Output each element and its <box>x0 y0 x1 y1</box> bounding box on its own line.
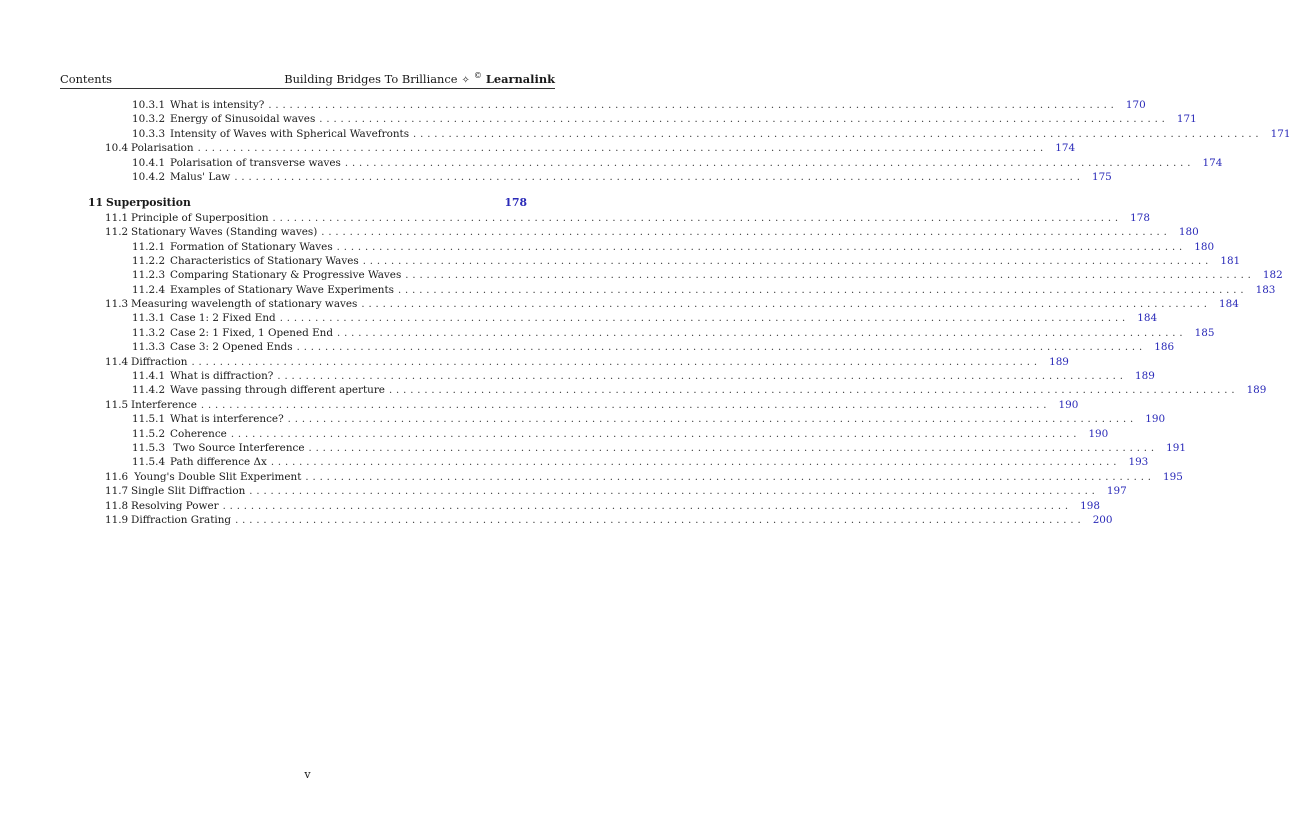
toc-entry-row[interactable] <box>0 355 1069 369</box>
toc-entry-title: Path difference Δx <box>170 456 267 469</box>
toc-entry-number: 11.3.1 <box>132 312 166 325</box>
table-of-contents <box>0 98 1291 527</box>
dot-leader: ........................................................................................................................ <box>222 500 1073 512</box>
dot-leader: ........................................................................................................................ <box>277 371 1127 383</box>
toc-entry-row[interactable] <box>0 283 1276 297</box>
toc-page-link[interactable]: 200 <box>1092 513 1113 526</box>
toc-page-link[interactable]: 191 <box>1166 441 1186 454</box>
dot-leader: ........................................................................................................................ <box>197 143 1048 155</box>
toc-entry-row[interactable] <box>0 340 1175 354</box>
dot-leader: ........................................................................................................................ <box>344 157 1195 169</box>
toc-entry-row[interactable] <box>0 369 1155 383</box>
toc-entry-title: Measuring wavelength of stationary waves <box>131 298 358 311</box>
dot-leader: ........................................................................................................................ <box>249 486 1099 498</box>
toc-page-link[interactable]: 189 <box>1246 384 1267 397</box>
toc-entry-number: 11.2.2 <box>132 254 166 267</box>
toc-page-link[interactable]: 184 <box>1218 298 1239 311</box>
toc-entry-title: What is interference? <box>170 413 284 426</box>
toc-entry-title: Coherence <box>170 427 227 440</box>
header-tagline: Building Bridges To Brilliance <box>284 72 458 86</box>
toc-page-link[interactable]: 171 <box>1270 127 1291 140</box>
toc-entry-title: What is intensity? <box>170 99 265 111</box>
toc-entry-title: Principle of Superposition <box>131 211 269 224</box>
toc-entry-title: Stationary Waves (Standing waves) <box>131 226 318 239</box>
toc-entry-title: Wave passing through different aperture <box>170 384 385 397</box>
toc-entry-number: 10.3.1 <box>132 99 166 111</box>
dot-leader: ........................................................................................................................ <box>296 342 1147 354</box>
dot-leader: ........................................................................................................................ <box>413 128 1263 140</box>
toc-entry-row[interactable] <box>0 499 1101 513</box>
dot-leader: ........................................................................................................................ <box>321 227 1171 239</box>
toc-page-link[interactable]: 189 <box>1049 355 1069 368</box>
chapter-title: Superposition <box>106 196 191 210</box>
toc-entry-title: Polarisation of transverse waves <box>170 156 341 169</box>
toc-entry-row[interactable] <box>0 326 1215 340</box>
toc-entries-list <box>0 211 1283 528</box>
chapter-number: 11 <box>88 196 104 210</box>
toc-entry-row[interactable] <box>0 240 1215 254</box>
dot-leader: ........................................................................................................................ <box>272 212 1122 224</box>
toc-entry-number: 11.2.3 <box>132 269 166 282</box>
toc-entry-row[interactable] <box>0 427 1109 441</box>
toc-entry-row[interactable] <box>0 455 1149 469</box>
toc-page-link[interactable]: 198 <box>1080 499 1101 512</box>
dot-leader: ........................................................................................................................ <box>337 327 1187 339</box>
toc-page-link[interactable]: 197 <box>1106 485 1127 498</box>
dot-leader: ........................................................................................................................ <box>235 514 1085 526</box>
toc-entry-row[interactable] <box>0 98 1146 112</box>
toc-entry-row[interactable] <box>0 225 1199 239</box>
toc-entry-number: 11.2.4 <box>132 283 166 296</box>
dot-leader: ........................................................................................................................ <box>305 471 1155 483</box>
toc-entry-row[interactable] <box>0 311 1158 325</box>
toc-entry-number: 11.5.2 <box>132 427 166 440</box>
toc-entry-row[interactable] <box>0 513 1113 527</box>
toc-entry-number: 11.4.2 <box>132 384 166 397</box>
toc-entry-title: Characteristics of Stationary Waves <box>170 254 359 267</box>
toc-entry-number: 11.7 <box>105 485 129 498</box>
toc-page-link[interactable]: 195 <box>1163 470 1183 483</box>
toc-entry-title: Examples of Stationary Wave Experiments <box>170 283 394 296</box>
toc-entry-title: Case 2: 1 Fixed, 1 Opened End <box>170 326 334 339</box>
toc-entry-row[interactable] <box>0 412 1166 426</box>
toc-entry-number: 11.2 <box>105 226 129 239</box>
toc-entry-title: Case 1: 2 Fixed End <box>170 312 276 325</box>
toc-entry-number: 11.5.3 <box>132 441 166 454</box>
toc-entry-title: Intensity of Waves with Spherical Wavefronts <box>170 127 410 140</box>
toc-entry-row[interactable] <box>0 254 1241 268</box>
dot-leader: ........................................................................................................................ <box>279 313 1130 325</box>
toc-page-link[interactable]: 189 <box>1134 370 1155 383</box>
toc-entry-title: Formation of Stationary Waves <box>170 240 333 253</box>
toc-entry-number: 10.3.3 <box>132 127 166 140</box>
toc-entry-title: Two Source Interference <box>170 441 305 454</box>
copyright-icon: © <box>473 70 482 80</box>
toc-entry-row[interactable] <box>0 170 1112 184</box>
toc-entry-number: 11.8 <box>105 499 129 512</box>
toc-entry-row[interactable] <box>0 127 1291 141</box>
toc-page-link[interactable]: 174 <box>1055 142 1076 155</box>
toc-entry-number: 11.4 <box>105 355 129 368</box>
dot-leader: ........................................................................................................................ <box>362 255 1213 267</box>
header-brand <box>284 72 555 86</box>
toc-page-link[interactable]: 171 <box>1176 113 1197 126</box>
toc-page-link[interactable]: 185 <box>1194 326 1215 339</box>
toc-entry-number: 11.2.1 <box>132 240 166 253</box>
toc-entry-row[interactable] <box>0 268 1283 282</box>
chapter-gap <box>0 184 615 196</box>
toc-entry-title: Energy of Sinusoidal waves <box>170 113 316 126</box>
toc-entry-title: What is diffraction? <box>170 370 274 383</box>
dot-leader: ........................................................................................................................ <box>336 241 1187 253</box>
toc-entry-row[interactable] <box>0 484 1127 498</box>
dot-leader: ........................................................................................................................ <box>234 171 1084 183</box>
toc-entry-title: Single Slit Diffraction <box>131 485 246 498</box>
toc-page-link[interactable]: 184 <box>1137 312 1158 325</box>
toc-page-link[interactable]: 180 <box>1178 226 1199 239</box>
dot-leader: ........................................................................................................................ <box>230 428 1081 440</box>
toc-page-link[interactable]: 178 <box>1130 211 1150 224</box>
toc-page-link[interactable]: 182 <box>1262 269 1283 282</box>
toc-entry-number: 11.5 <box>105 398 129 411</box>
toc-page-link[interactable]: 186 <box>1154 341 1175 354</box>
toc-entry-number: 10.3.2 <box>132 113 166 126</box>
dot-leader: ........................................................................................................................ <box>397 284 1248 296</box>
toc-entry-row[interactable] <box>0 211 1150 225</box>
toc-entry-title: Resolving Power <box>131 499 219 512</box>
toc-entry-row[interactable] <box>0 383 1267 397</box>
toc-continued-list <box>0 98 1291 184</box>
page-number: v <box>304 768 311 781</box>
toc-entry-title: Polarisation <box>131 142 194 155</box>
toc-entry-number: 11.3.3 <box>132 341 166 354</box>
toc-entry-title: Comparing Stationary & Progressive Waves <box>170 269 402 282</box>
toc-entry-number: 11.5.4 <box>132 456 166 469</box>
toc-entry-title: Diffraction <box>131 355 188 368</box>
chapter-page-link[interactable]: 178 <box>504 196 527 210</box>
toc-entry-title: Malus' Law <box>170 170 231 183</box>
toc-entry-title: Case 3: 2 Opened Ends <box>170 341 293 354</box>
toc-entry-row[interactable] <box>0 470 1183 484</box>
toc-entry-number: 11.6 <box>105 470 129 483</box>
dot-leader: ........................................................................................................................ <box>268 100 1118 111</box>
toc-entry-number: 10.4.1 <box>132 156 166 169</box>
toc-page-link[interactable]: 190 <box>1145 413 1166 426</box>
dot-leader: ........................................................................................................................ <box>191 356 1041 368</box>
dot-leader: ........................................................................................................................ <box>388 385 1239 397</box>
dot-leader: ........................................................................................................................ <box>308 442 1158 454</box>
toc-entry-title: Interference <box>131 398 197 411</box>
toc-entry-row[interactable] <box>0 398 1079 412</box>
toc-entry-number: 11.5.1 <box>132 413 166 426</box>
dot-leader: ........................................................................................................................ <box>287 414 1138 426</box>
page-header <box>60 68 555 86</box>
toc-chapter-row[interactable] <box>0 196 615 210</box>
toc-page-link[interactable]: 180 <box>1194 240 1215 253</box>
toc-entry-title: Diffraction Grating <box>131 513 232 526</box>
dot-leader: ........................................................................................................................ <box>361 299 1211 311</box>
toc-entry-number: 11.1 <box>105 211 129 224</box>
dot-leader: ........................................................................................................................ <box>270 457 1121 469</box>
dot-leader: ........................................................................................................................ <box>200 399 1051 411</box>
toc-page-link[interactable]: 175 <box>1091 170 1112 183</box>
header-left-label: Contents <box>60 72 112 86</box>
toc-page-link[interactable]: 193 <box>1128 456 1149 469</box>
toc-entry-number: 10.4 <box>105 142 129 155</box>
toc-entry-number: 11.9 <box>105 513 129 526</box>
toc-entry-title: Young's Double Slit Experiment <box>131 470 302 483</box>
toc-entry-row[interactable] <box>0 297 1239 311</box>
toc-entry-number: 11.3 <box>105 298 129 311</box>
toc-entry-row[interactable] <box>0 156 1223 170</box>
toc-entry-number: 11.4.1 <box>132 370 166 383</box>
sparkle-icon: ✧ <box>461 74 470 86</box>
dot-leader: ........................................................................................................................ <box>319 114 1169 126</box>
brand-name: Learnalink <box>485 72 555 86</box>
toc-page-link[interactable]: 181 <box>1220 254 1241 267</box>
toc-page-link[interactable]: 190 <box>1088 427 1109 440</box>
dot-leader: ........................................................................................................................ <box>405 270 1255 282</box>
toc-entry-row[interactable] <box>0 112 1197 126</box>
toc-entry-row[interactable] <box>0 141 1076 155</box>
header-rule <box>60 88 555 89</box>
toc-page-link[interactable]: 183 <box>1255 283 1276 296</box>
toc-entry-number: 10.4.2 <box>132 170 166 183</box>
toc-page-link[interactable]: 174 <box>1202 156 1223 169</box>
toc-page-link[interactable]: 170 <box>1125 99 1146 111</box>
toc-entry-row[interactable] <box>0 441 1186 455</box>
toc-page-link[interactable]: 190 <box>1058 398 1079 411</box>
toc-entry-number: 11.3.2 <box>132 326 166 339</box>
